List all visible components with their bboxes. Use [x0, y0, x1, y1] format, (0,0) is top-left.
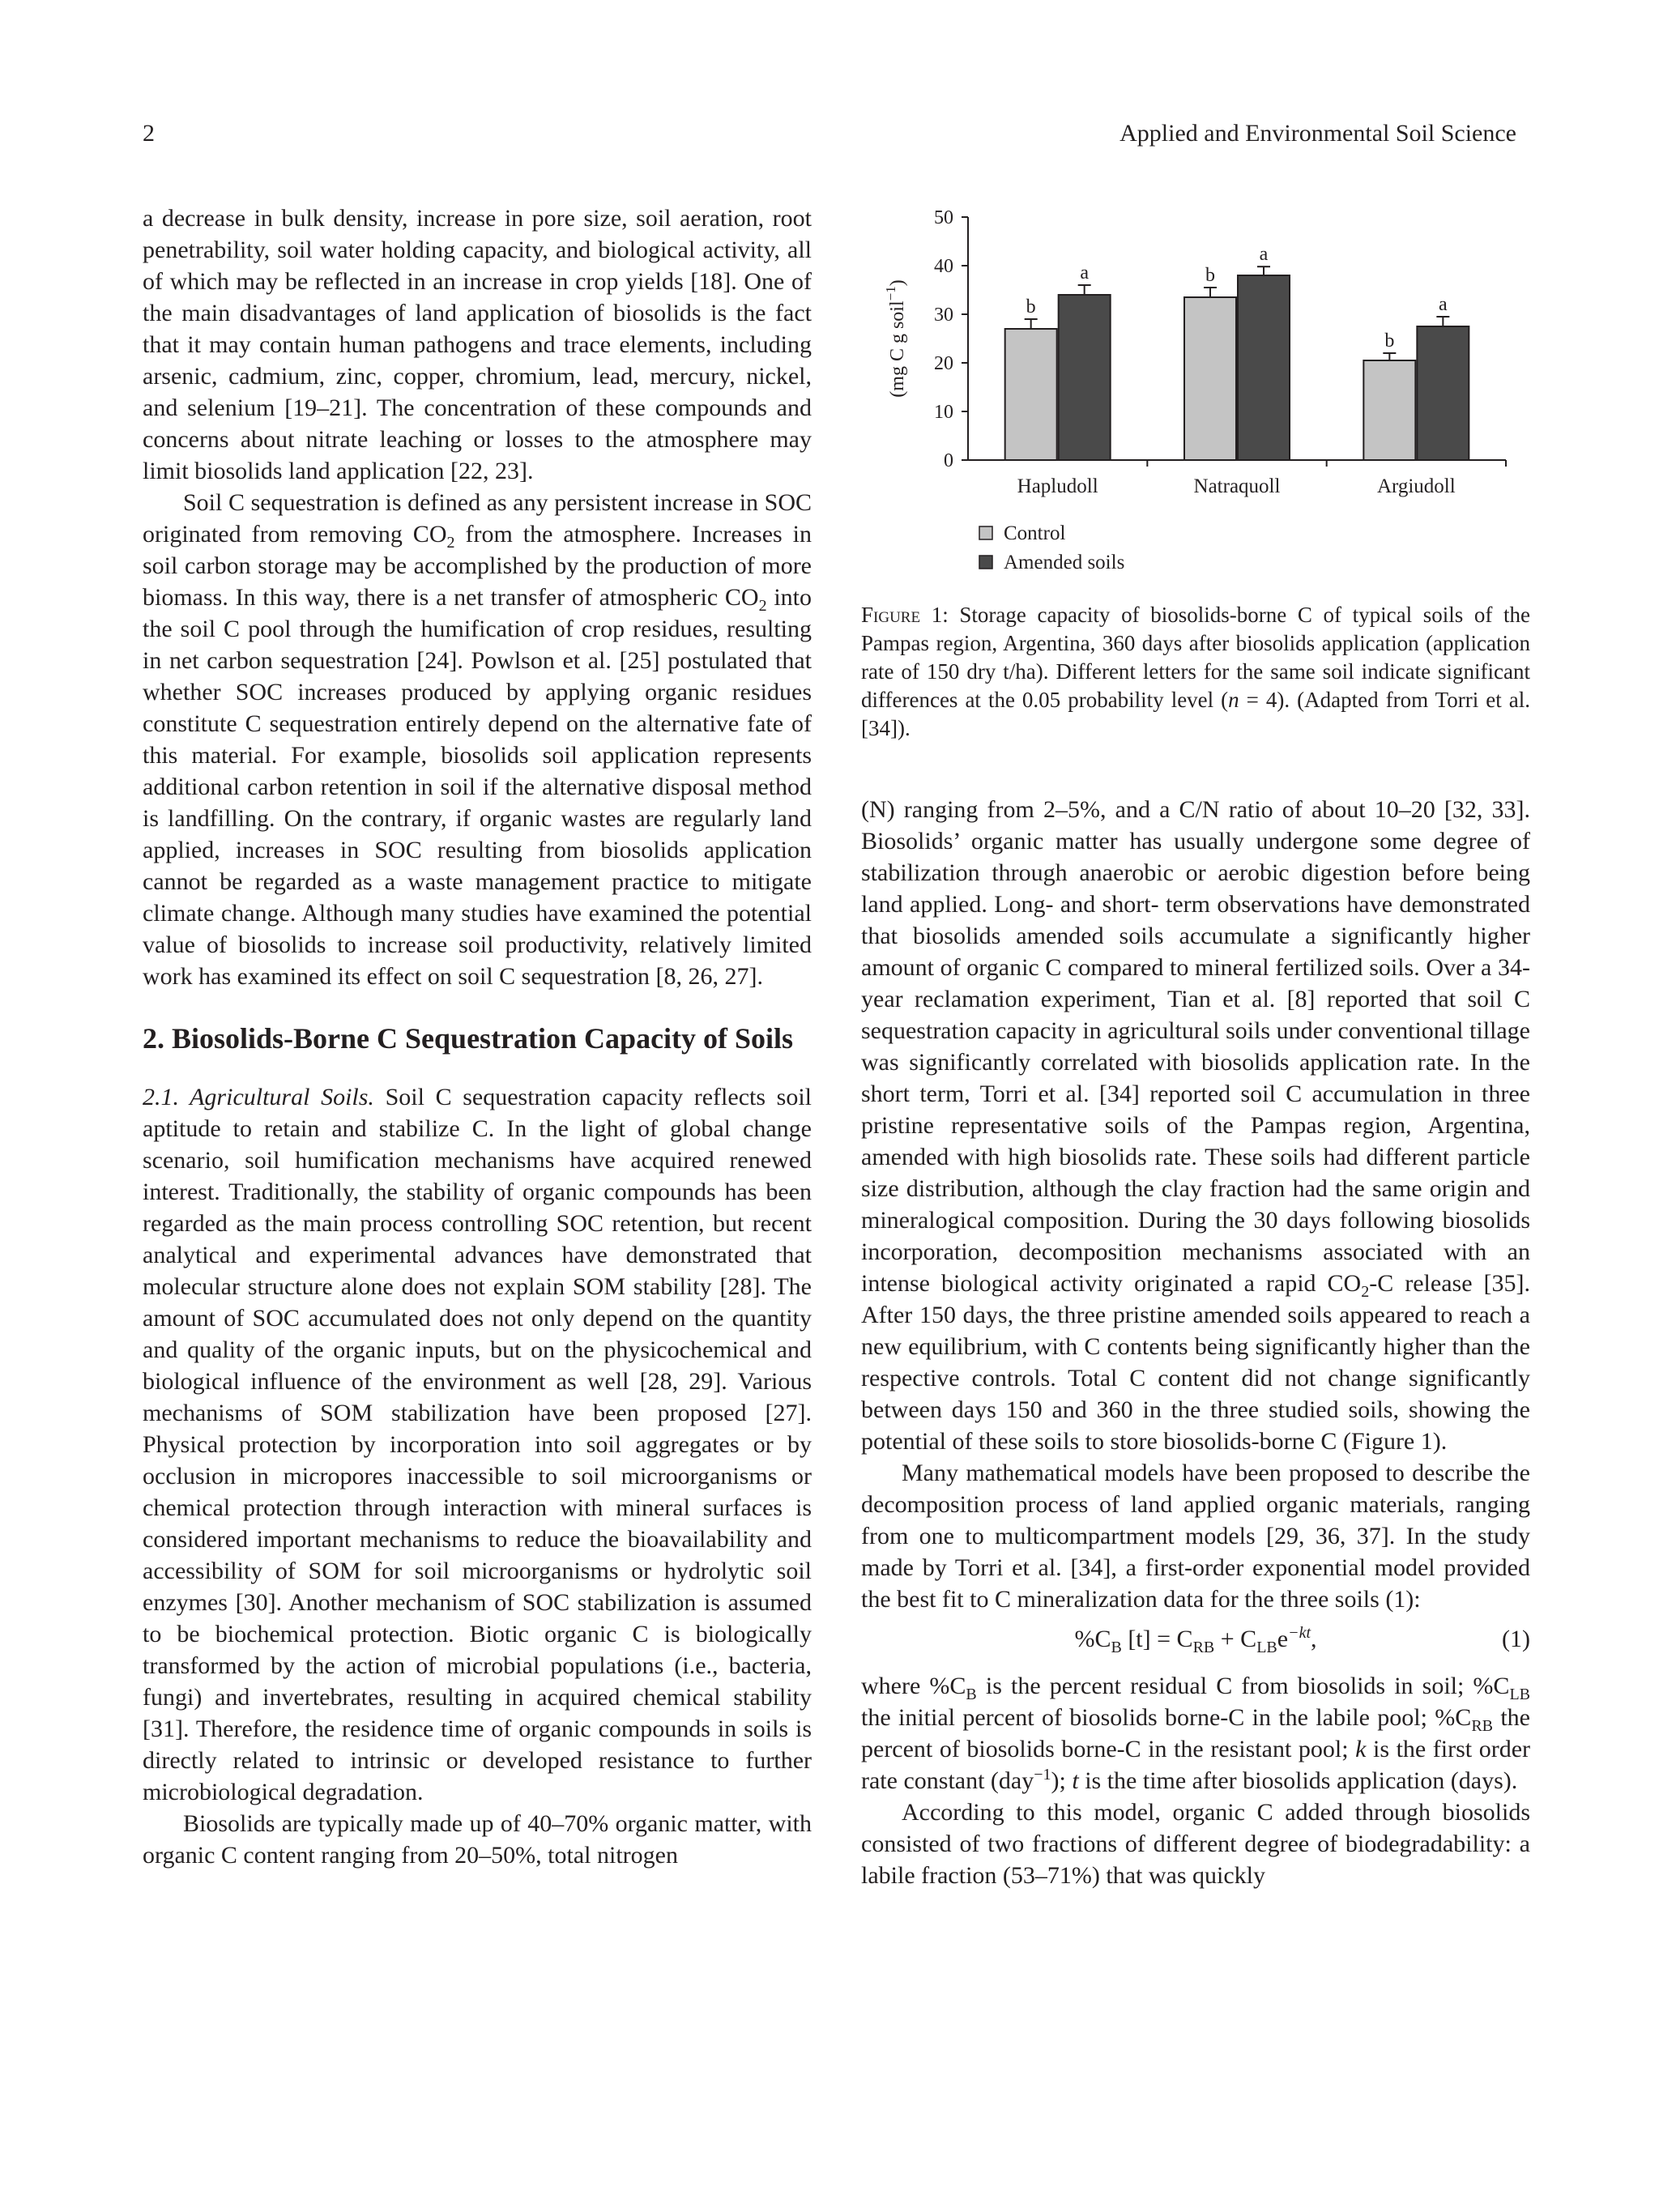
equation-1: $\%C_B$ $[t] = C_{RB} + C_{LB}e^{-kt}$, (1)	[1074, 1624, 1530, 1656]
paragraph: where $\%C_B$ is the percent residual C from biosolids in soil; $\%C_{LB}$ the initial percent of biosolids borne-C in the labile pool; $\%C_{RB}$ the percent of biosolids borne-C in the resistant pool; k is the first order rate constant (day$^{-1}$); t is the time after biosolids application (days).	[861, 1673, 1530, 1794]
legend-label: Control	[1004, 522, 1066, 544]
left-column	[143, 202, 812, 1871]
significance-letter: a	[1259, 244, 1269, 266]
right-column	[861, 794, 1530, 1891]
y-tick-label: 20	[934, 353, 953, 374]
legend-swatch	[979, 526, 992, 539]
bar-control	[1005, 329, 1057, 460]
significance-letter: b	[1026, 296, 1036, 318]
section-heading: 2. Biosolids-Borne C Sequestration Capacity of Soils	[143, 1022, 794, 1055]
bar-control	[1363, 360, 1415, 460]
paragraph: Biosolids are typically made up of 40–70% organic matter, with organic C content ranging from 20–50%, total nitrogen	[143, 1810, 812, 1869]
paragraph: (N) ranging from 2–5%, and a C/N ratio of about 10–20 [32, 33]. Biosolids’ organic matter has usually undergone some degree of stabilization through anaerobic or aerobic digestion before being land applied. Long- and short- term observations have demonstrated that biosolids amended soils accumulate a significantly higher amount of organic C compared to mineral fertilized soils. Over a 34-year reclamation experiment, Tian et al. [8] reported that soil C sequestration capacity in agricultural soils under conventional tillage was significantly correlated with biosolids application rate. In the short term, Torri et al. [34] reported soil C accumulation in three pristine representative soils of the Pampas region, Argentina, amended with high biosolids rate. These soils had different particle size distribution, although the clay fraction had the same origin and mineralogical composition. During the 30 days following biosolids incorporation, decomposition mechanisms associated with an intense biological activity originated a rapid $CO_2-C$ release [35]. After 150 days, the three pristine amended soils appeared to reach a new equilibrium, with C contents being significantly higher than the respective controls. Total C content did not change significantly between days 150 and 360 in the three studied soils, showing the potential of these soils to store biosolids-borne C (Figure 1).	[861, 796, 1530, 1455]
y-axis-label: (mg C g soil$^{-1}$)	[883, 279, 908, 398]
paragraph: a decrease in bulk density, increase in pore size, soil aeration, root penetrability, soil water holding capacity, and biological activity, all of which may be reflected in an increase in crop yields [18]. One of the main disadvantages of land application of biosolids is the fact that it may contain human pathogens and trace elements, including arsenic, cadmium, zinc, copper, chromium, lead, mercury, nickel, and selenium [19–21]. The concentration of these compounds and concerns about nitrate leaching or losses to the atmosphere may limit biosolids land application [22, 23].	[143, 205, 812, 484]
y-tick-label: 50	[934, 207, 953, 228]
figure-1	[861, 201, 1530, 594]
equation-number: (1)	[1502, 1626, 1530, 1652]
bar-amended-soils	[1238, 275, 1290, 460]
significance-letter: a	[1439, 294, 1448, 315]
x-tick-label: Argiudoll	[1376, 475, 1456, 497]
bar-control	[1184, 297, 1236, 460]
legend-swatch	[979, 556, 992, 569]
x-tick-label: Natraquoll	[1193, 475, 1281, 497]
y-tick-label: 10	[934, 402, 953, 423]
bar-chart	[861, 201, 1530, 590]
paragraph: 2.1. Agricultural Soils. Soil C sequestration capacity reflects soil aptitude to retain and stabilize C. In the light of global change scenario, soil humification mechanisms have acquired renewed interest. Traditionally, the stability of organic compounds has been regarded as the main process controlling SOC retention, but recent analytical and experimental advances have demonstrated that molecular structure alone does not explain SOM stability [28]. The amount of SOC accumulated does not only depend on the quantity and quality of the organic inputs, but on the physicochemical and biological influence of the environment as well [28, 29]. Various mechanisms of SOM stabilization have been proposed [27]. Physical protection by incorporation into soil aggregates or by occlusion in micropores inaccessible to soil microorganisms or chemical protection through interaction with mineral surfaces is considered important mechanisms to reduce the bioavailability and accessibility of SOM for soil microorganisms or hydrolytic soil enzymes [30]. Another mechanism of SOC stabilization is assumed to be biochemical protection. Biotic organic C is biologically transformed by the action of microbial populations (i.e., bacteria, fungi) and invertebrates, resulting in acquired chemical stability [31]. Therefore, the residence time of organic compounds in soils is directly related to intrinsic or developed resistance to further microbiological degradation.	[143, 1084, 812, 1805]
journal-title: Applied and Environmental Soil Science	[1120, 120, 1516, 147]
figure-caption: Figure 1: Storage capacity of biosolids-borne C of typical soils of the Pampas region, Argentina, 360 days after biosolids application (application rate of 150 dry t/ha). Different letters for the same soil indicate significant differences at the 0.05 probability level (n = 4). (Adapted from Torri et al. [34]).	[861, 603, 1531, 740]
y-tick-label: 0	[944, 450, 953, 471]
paragraph: Many mathematical models have been proposed to describe the decomposition process of land applied organic materials, ranging from one to multicompartment models [29, 36, 37]. In the study made by Torri et al. [34], a first-order exponential model provided the best fit to C mineralization data for the three soils (1):	[861, 1460, 1530, 1613]
x-tick-label: Hapludoll	[1017, 475, 1098, 497]
legend-label: Amended soils	[1004, 552, 1125, 573]
paragraph: Soil C sequestration is defined as any persistent increase in SOC originated from removing $CO_2$ from the atmosphere. Increases in soil carbon storage may be accomplished by the production of more biomass. In this way, there is a net transfer of atmospheric $CO_2$ into the soil C pool through the humification of crop residues, resulting in net carbon sequestration [24]. Powlson et al. [25] postulated that whether SOC increases produced by applying organic residues constitute C sequestration entirely depend on the alternative fate of this material. For example, biosolids soil application represents additional carbon retention in soil if the alternative disposal method is landfilling. On the contrary, if organic wastes are regularly land applied, increases in SOC resulting from biosolids application cannot be regarded as a waste management practice to mitigate climate change. Although many studies have examined the potential value of biosolids to increase soil productivity, relatively limited work has examined its effect on soil C sequestration [8, 26, 27].	[143, 489, 812, 990]
paragraph: According to this model, organic C added through biosolids consisted of two fractions of different degree of biodegradability: a labile fraction (53–71%) that was quickly	[861, 1799, 1530, 1889]
y-tick-label: 40	[934, 256, 953, 277]
y-tick-label: 30	[934, 305, 953, 326]
bar-amended-soils	[1059, 295, 1111, 460]
significance-letter: b	[1205, 265, 1215, 286]
figure-link[interactable]: Figure 1	[1350, 1428, 1433, 1455]
page-number: 2	[143, 120, 155, 147]
significance-letter: b	[1384, 330, 1395, 352]
subsection-heading: 2.1. Agricultural Soils.	[143, 1084, 374, 1110]
bar-amended-soils	[1417, 326, 1469, 460]
significance-letter: a	[1080, 262, 1089, 283]
